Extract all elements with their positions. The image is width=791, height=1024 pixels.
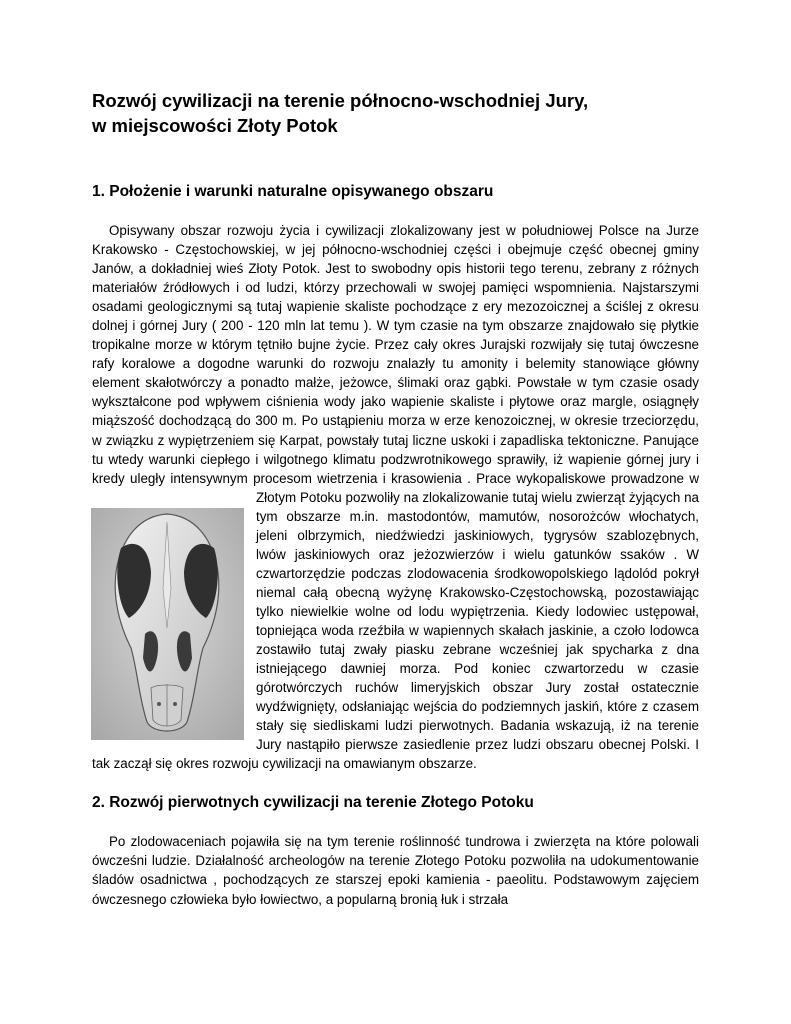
section-2-heading: 2. Rozwój pierwotnych cywilizacji na terenie Złotego Potoku <box>92 794 534 812</box>
document-page <box>92 88 699 909</box>
title-line-1: Rozwój cywilizacji na terenie północno-wschodniej Jury, <box>92 90 589 111</box>
document-title <box>92 88 699 138</box>
section-2-paragraph: Po zlodowaceniach pojawiła się na tym terenie roślinność tundrowa i zwierzęta na które polowali ówcześni ludzie. Działalność archeologów na terenie Złotego Potoku pozwoliła na udokumentowanie śladów osadnictwa , pochodzących ze starszej epoki kamienia - paeolitu. Podstawowym zajęciem ówczesnego człowieka było łowiectwo, a popularną bronią łuk i strzała <box>92 834 699 907</box>
section-1-heading: 1. Położenie i warunki naturalne opisywanego obszaru <box>92 183 494 200</box>
animal-skull-photo <box>91 508 244 740</box>
skull-image <box>91 508 244 740</box>
title-line-2: w miejscowości Złoty Potok <box>92 115 338 136</box>
section-1-paragraph: Opisywany obszar rozwoju życia i cywilizacji zlokalizowany jest w południowej Polsce na Jurze Krakowsko - Częstochowskiej, w jej północno-wschodniej części i obejmuje część obecnej gminy Janów, a dokładniej wieś Złoty Potok. Jest to swobodny opis historii tego terenu, zebrany z różnych materiałów źródłowych i od ludzi, którzy przechowali w swojej pamięci wspomnienia. Najstarszymi osadami geologicznymi są tutaj wapienie skaliste pochodzące z ery mezozoicznej a ściślej z okresu dolnej i górnej Jury ( 200 - 120 mln lat temu ). W tym czasie na tym obszarze znajdowało się płytkie tropikalne morze w którym tętniło bujne życie. Przez cały okres Jurajski rozwijały się tutaj ówczesne rafy koralowe a dogodne warunki do rozwoju znalazły tu amonity i belemity stanowiące główny element skałotwórczy a ponadto małże, jeżowce, ślimaki oraz gąbki. Powstałe w tym czasie osady wykształcone pod wpływem ciśnienia wody jako wapienie skaliste i płytowe oraz margle, osiągnęły miąższość dochodzącą do 300 m. Po ustąpieniu morza w erze kenozoicznej, w okresie trzeciorzędu, w związku z wypiętrzeniem się Karpat, powstały tutaj liczne uskoki i zapadliska tektoniczne. Panujące tu wtedy warunki ciepłego i wilgotnego klimatu podzwrotnikowego sprawiły, iż wapienie górnej jury i kredy uległy intensywnym procesom wietrzenia i krasowienia . Prace wykopaliskowe prowadzone w Złotym Potoku pozwoliły na zlokalizowanie tutaj wielu zwierząt żyjących na tym obszarze m.in. mastodontów, mamutów, nosorożców włochatych, jeleni olbrzymich, niedźwiedzi jaskiniowych, tygrysów szablozębnych, lwów jaskiniowych oraz jeżozwierzów i wielu gatunków ssaków . W czwartorzędzie podczas zlodowacenia środkowopolskiego lądolód pokrył niemal całą obecną wyżynę Krakowsko-Częstochowską, pozostawiając tylko niewielkie wolne od lodu wypiętrzenia. Kiedy lodowiec ustępował, topniejąca woda rzeźbiła w wapiennych skałach jaskinie, a czoło lodowca zostawiło tutaj zwały piasku zebrane wcześniej jak spycharka z dna istniejącego dawniej morza. Pod koniec czwartorzedu w czasie górotwórczych ruchów limeryjskich obszar Jury został ostatecznie wydźwignięty, odsłaniając wejścia do podziemnych jaskiń, które z czasem stały się siedliskami ludzi pierwotnych. Badania wskazują, iż na terenie Jury nastąpiło pierwsze zasiedlenie przez ludzi obszaru obecnej Polski. I tak zaczął się okres rozwoju cywilizacji na omawianym obszarze. <box>92 223 699 772</box>
